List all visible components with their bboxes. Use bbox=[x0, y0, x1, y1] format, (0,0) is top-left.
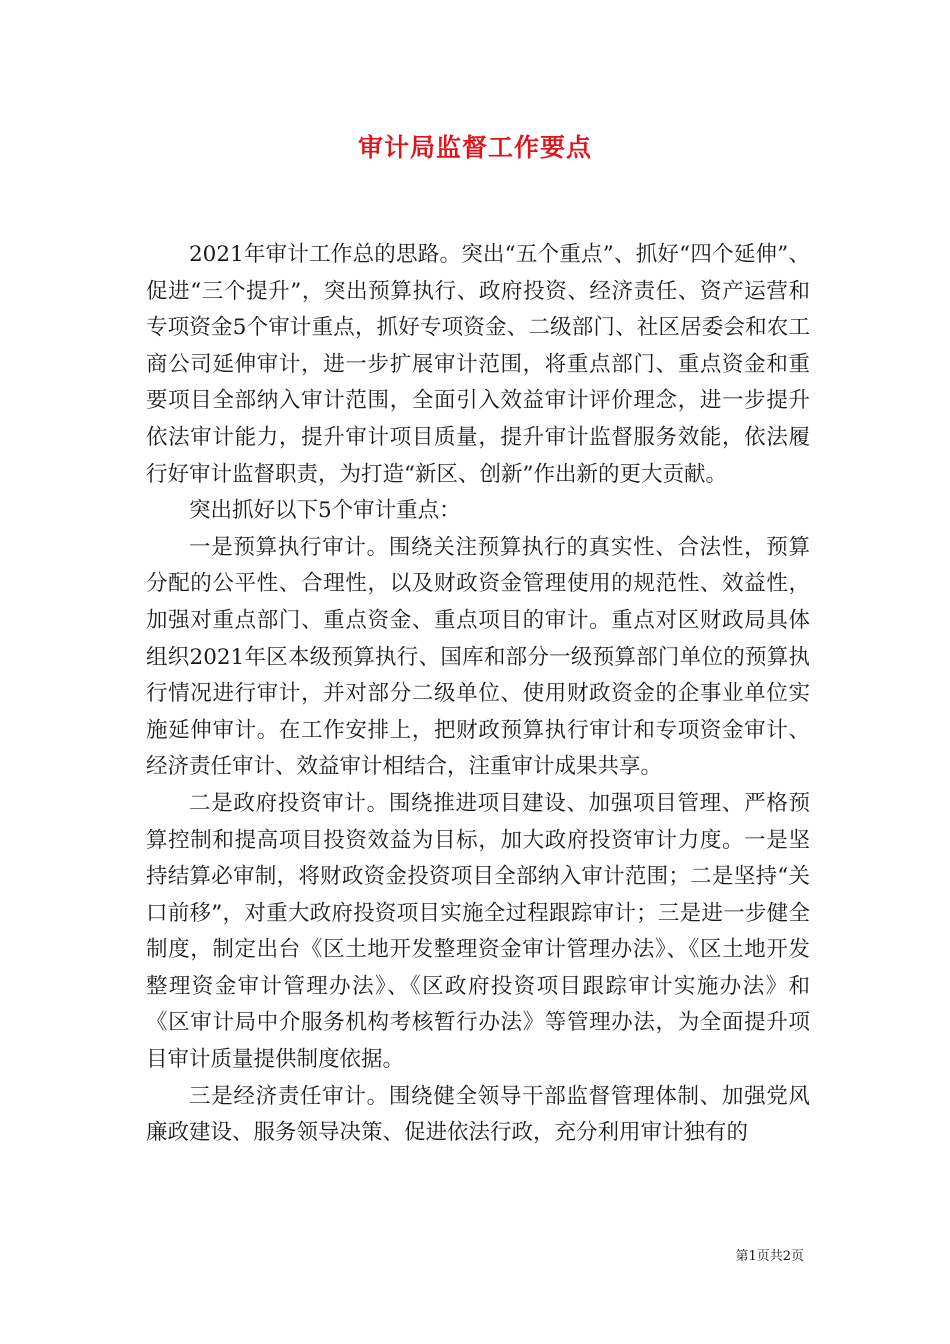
page-number: 第1页共2页 bbox=[735, 1249, 804, 1264]
paragraph-budget-audit: 一是预算执行审计。围绕关注预算执行的真实性、合法性，预算分配的公平性、合理性，以及财政资金管理使用的规范性、效益性，加强对重点部门、重点资金、重点项目的审计。重点对区财政局具体组织2021年区本级预算执行、国库和部分一级预算部门单位的预算执行情况进行审计，并对部分二级单位、使用财政资金的企事业单位实施延伸审计。在工作安排上，把财政预算执行审计和专项资金审计、经济责任审计、效益审计相结合，注重审计成果共享。 bbox=[146, 534, 810, 780]
paragraph-overview: 2021年审计工作总的思路。突出“五个重点”、抓好“四个延伸”、促进“三个提升”，突出预算执行、政府投资、经济责任、资产运营和专项资金5个审计重点，抓好专项资金、二级部门、社区居委会和农工商公司延伸审计，进一步扩展审计范围，将重点部门、重点资金和重要项目全部纳入审计范围，全面引入效益审计评价理念，进一步提升依法审计能力，提升审计项目质量，提升审计监督服务效能，依法履行好审计监督职责，为打造“新区、创新”作出新的更大贡献。 bbox=[146, 242, 810, 487]
document-title: 审计局监督工作要点 bbox=[357, 133, 592, 162]
document-body bbox=[146, 237, 810, 1152]
paragraph-economic-responsibility-audit: 三是经济责任审计。围绕健全领导干部监督管理体制、加强党风廉政建设、服务领导决策、促进依法行政，充分利用审计独有的 bbox=[146, 1083, 810, 1146]
paragraph-intro-list: 突出抓好以下5个审计重点： bbox=[189, 498, 461, 524]
paragraph-investment-audit: 二是政府投资审计。围绕推进项目建设、加强项目管理、严格预算控制和提高项目投资效益为目标，加大政府投资审计力度。一是坚持结算必审制，将财政资金投资项目全部纳入审计范围；二是坚持“关口前移”，对重大政府投资项目实施全过程跟踪审计；三是进一步健全制度，制定出台《区土地开发整理资金审计管理办法》、《区土地开发整理资金审计管理办法》、《区政府投资项目跟踪审计实施办法》和《区审计局中介服务机构考核暂行办法》等管理办法，为全面提升项目审计质量提供制度依据。 bbox=[146, 790, 810, 1073]
